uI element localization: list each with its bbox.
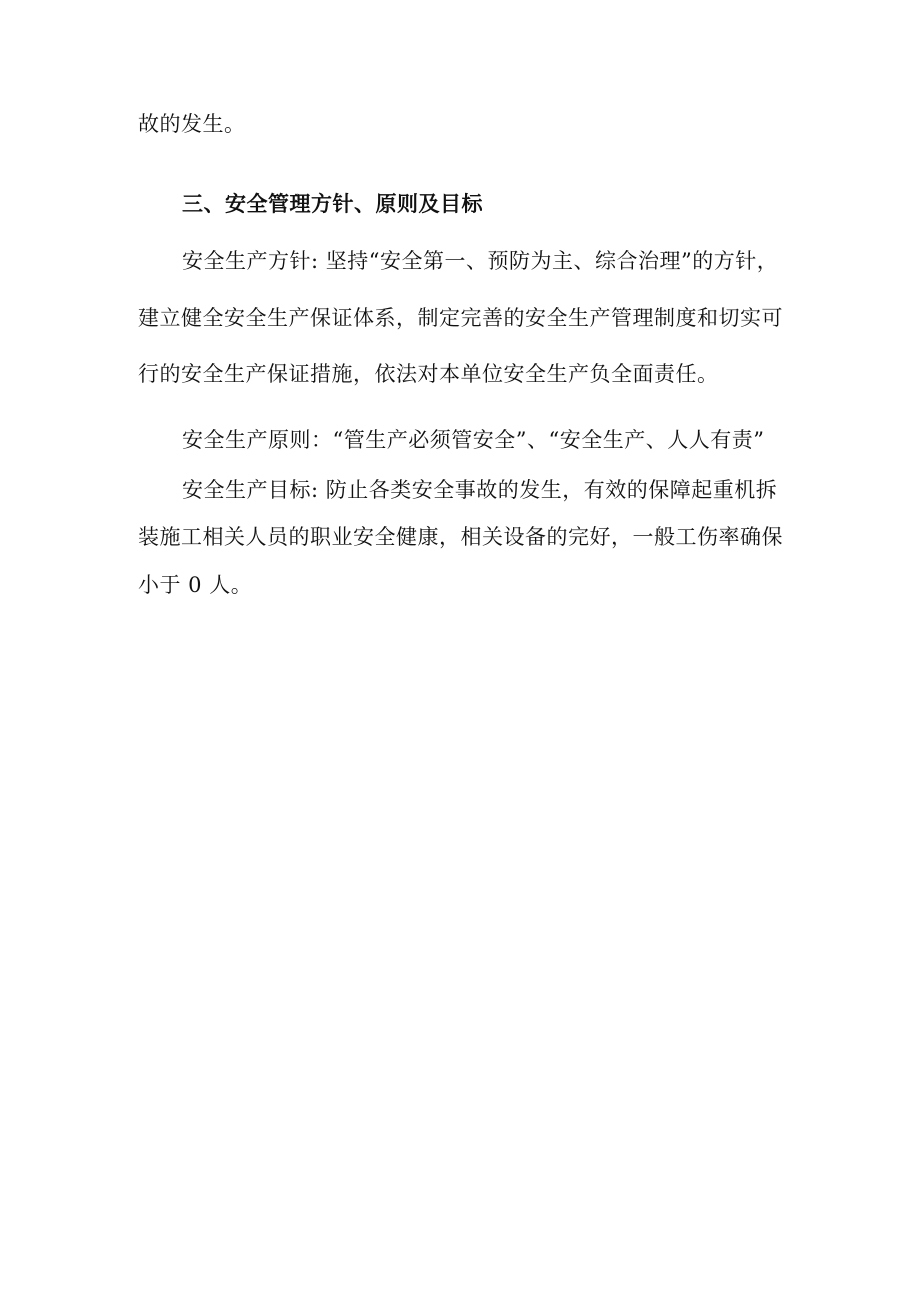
policy-paragraph-line-1: 安全生产方针: 坚持“安全第一、预防为主、综合治理”的方针，: [182, 249, 779, 273]
goal-paragraph-line-3: 小于 0 人。: [138, 573, 253, 597]
principle-paragraph-line-1: 安全生产原则：“管生产必须管安全”、“安全生产、人人有责”: [182, 428, 765, 452]
policy-paragraph-line-2: 建立健全安全生产保证体系，制定完善的安全生产管理制度和切实可: [138, 306, 783, 330]
goal-paragraph-line-2: 装施工相关人员的职业安全健康，相关设备的完好，一般工伤率确保: [138, 525, 783, 549]
policy-paragraph-line-3: 行的安全生产保证措施，依法对本单位安全生产负全面责任。: [138, 362, 719, 386]
continuation-text: 故的发生。: [138, 112, 246, 136]
goal-paragraph-line-1: 安全生产目标: 防止各类安全事故的发生，有效的保障起重机拆: [182, 478, 778, 502]
section-heading: 三、安全管理方针、原则及目标: [182, 191, 483, 216]
